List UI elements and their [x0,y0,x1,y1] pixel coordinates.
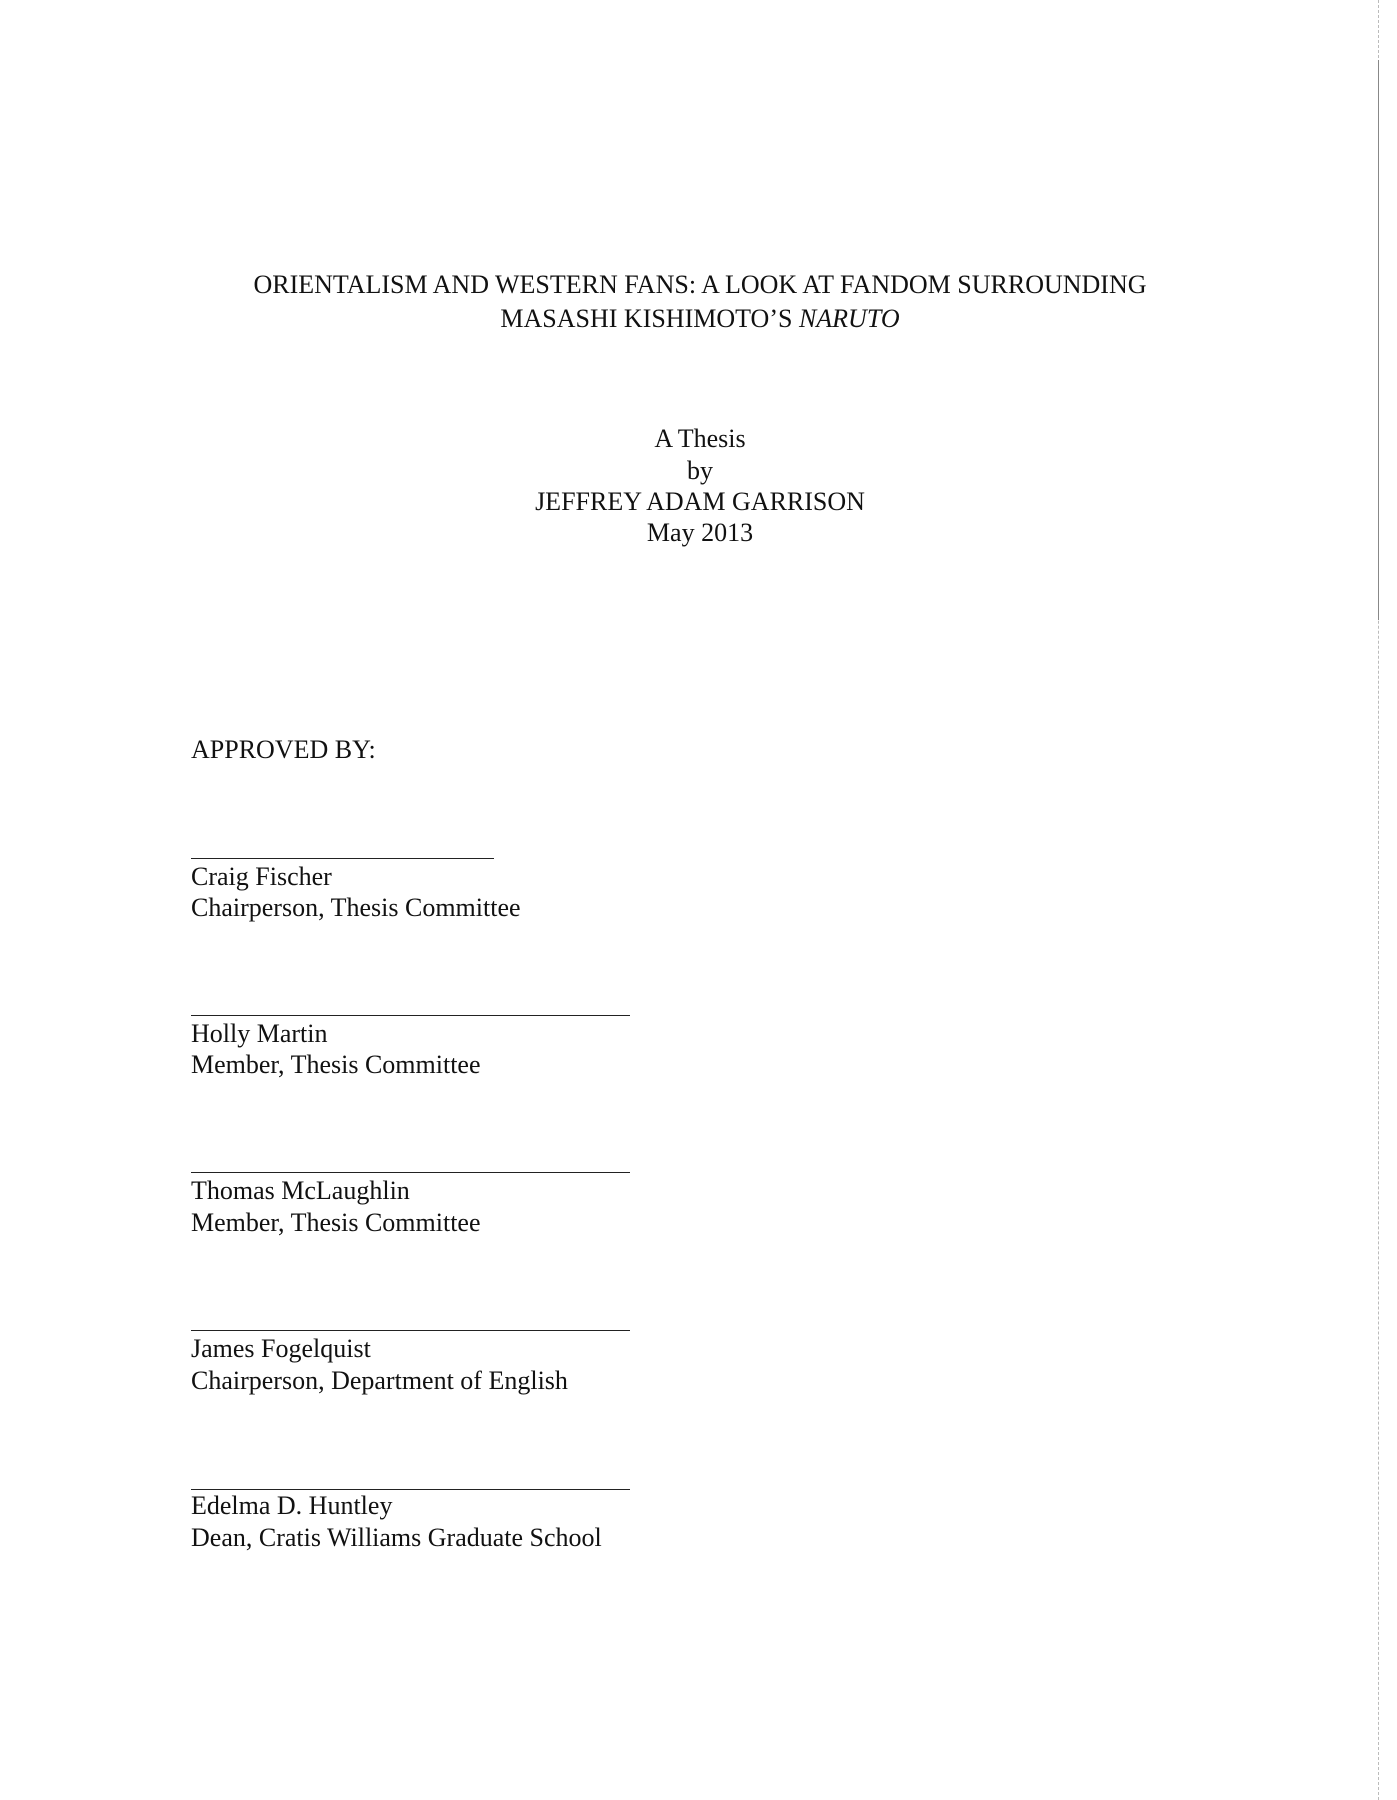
signatory-name: Holly Martin [191,1019,328,1048]
approved-by-label: APPROVED BY: [191,735,376,764]
thesis-title-line1: ORIENTALISM AND WESTERN FANS: A LOOK AT FANDOM SURROUNDING [253,270,1147,299]
signatory-role: Dean, Cratis Williams Graduate School [191,1523,602,1552]
signatory-role: Member, Thesis Committee [191,1208,481,1237]
signatory-name: Craig Fischer [191,862,332,891]
document-type: A Thesis [654,424,746,453]
signature-line [191,858,494,859]
signature-line [191,1015,630,1016]
signatory-name: James Fogelquist [191,1334,371,1363]
title-prefix: MASASHI KISHIMOTO’S [500,304,799,333]
signatory-name: Edelma D. Huntley [191,1491,393,1520]
signatory-name: Thomas McLaughlin [191,1176,410,1205]
thesis-title-line2 [0,303,1397,335]
by-label: by [687,456,713,485]
signatory-role: Chairperson, Thesis Committee [191,893,521,922]
author-name: JEFFREY ADAM GARRISON [535,487,865,516]
signatory-role: Chairperson, Department of English [191,1366,568,1395]
title-italic: NARUTO [798,304,900,333]
signatory-role: Member, Thesis Committee [191,1050,481,1079]
signature-line [191,1330,630,1331]
signature-line [191,1172,630,1173]
thesis-date: May 2013 [646,518,754,547]
